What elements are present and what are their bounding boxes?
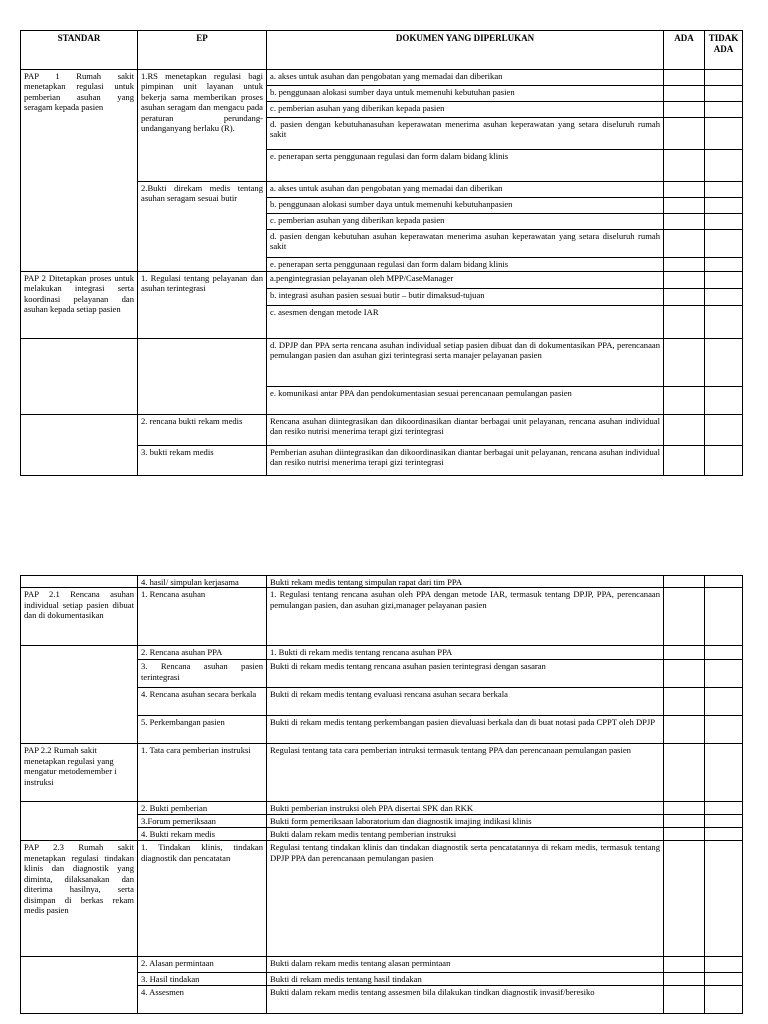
ep-cell: 2.Bukti direkam medis tentang asuhan seragam sesuai butir [138, 182, 267, 272]
ada-checkbox-cell[interactable] [664, 973, 705, 986]
tidak-ada-checkbox-cell[interactable] [705, 150, 743, 182]
document-cell: d. DPJP dan PPA serta rencana asuhan individual setiap pasien dibuat dan di dokumentasikan PPA, perencanaan pemulangan pasien dan asuhan gizi terintegrasi serta manajer pelayanan pasien [267, 339, 664, 387]
document-cell: c. asesmen dengan metode IAR [267, 306, 664, 339]
document-cell: Rencana asuhan diintegrasikan dan dikoordinasikan diantar berbagai unit pelayanan, rencana asuhan individual dan resiko nutrisi menerima terapi gizi terintegrasi [267, 415, 664, 446]
ep-cell: 2. rencana bukti rekam medis [138, 415, 267, 446]
table-row [21, 415, 743, 446]
ada-checkbox-cell[interactable] [664, 230, 705, 258]
document-cell: a. akses untuk asuhan dan pengobatan yang memadai dan diberikan [267, 70, 664, 86]
document-cell: a.pengintegrasian pelayanan oleh MPP/CaseManager [267, 272, 664, 289]
table-row [21, 588, 743, 646]
ep-cell: 4. hasil/ simpulan kerjasama [138, 576, 267, 588]
document-cell: d. pasien dengan kebutuhanasuhan keperawatan menerima asuhan keperawatan yang setara diseluruh rumah sakit [267, 118, 664, 150]
ada-checkbox-cell[interactable] [664, 744, 705, 802]
table-row [21, 576, 743, 588]
ada-checkbox-cell[interactable] [664, 576, 705, 588]
tidak-ada-checkbox-cell[interactable] [705, 802, 743, 815]
ada-checkbox-cell[interactable] [664, 118, 705, 150]
tidak-ada-checkbox-cell[interactable] [705, 339, 743, 387]
ep-cell: 3. Rencana asuhan pasien terintegrasi [138, 660, 267, 688]
tidak-ada-checkbox-cell[interactable] [705, 973, 743, 986]
document-cell: b. penggunaan alokasi sumber daya untuk memenuhi kebutuhanpasien [267, 198, 664, 214]
table-row [21, 744, 743, 802]
document-cell: Bukti di rekam medis tentang rencana asuhan pasien terintegrasi dengan sasaran [267, 660, 664, 688]
tidak-ada-checkbox-cell[interactable] [705, 660, 743, 688]
tidak-ada-checkbox-cell[interactable] [705, 744, 743, 802]
tidak-ada-checkbox-cell[interactable] [705, 841, 743, 957]
ada-checkbox-cell[interactable] [664, 70, 705, 86]
standar-cell-empty [21, 415, 138, 476]
ep-cell: 1. Rencana asuhan [138, 588, 267, 646]
standar-cell-empty [21, 576, 138, 588]
standar-cell-empty [21, 339, 138, 415]
tidak-ada-checkbox-cell[interactable] [705, 415, 743, 446]
ep-cell: 1. Tata cara pemberian instruksi [138, 744, 267, 802]
ada-checkbox-cell[interactable] [664, 716, 705, 744]
standar-cell: PAP 2.2 Rumah sakit menetapkan regulasi yang mengatur metodemember i instruksi [21, 744, 138, 802]
tidak-ada-checkbox-cell[interactable] [705, 588, 743, 646]
ada-checkbox-cell[interactable] [664, 214, 705, 230]
tidak-ada-checkbox-cell[interactable] [705, 576, 743, 588]
header-row [21, 31, 743, 70]
tidak-ada-checkbox-cell[interactable] [705, 86, 743, 102]
document-cell: Pemberian asuhan diintegrasikan dan dikoordinasikan diantar berbagai unit pelayanan, rencana asuhan individual dan resiko nutrisi menerima terapi gizi terintegrasi [267, 446, 664, 476]
document-cell: b. integrasi asuhan pasien sesuai butir – butir dimaksud-tujuan [267, 289, 664, 306]
ada-checkbox-cell[interactable] [664, 660, 705, 688]
document-cell: b. penggunaan alokasi sumber daya untuk memenuhi kebutuhan pasien [267, 86, 664, 102]
ep-cell: 5. Perkembangan pasien [138, 716, 267, 744]
standar-cell: PAP 2 Ditetapkan proses untuk melakukan integrasi serta koordinasi pelayanan dan asuhan kepada setiap pasien [21, 272, 138, 339]
table-row [21, 339, 743, 387]
ada-checkbox-cell[interactable] [664, 802, 705, 815]
header-tidak-ada: TIDAK ADA [705, 31, 743, 70]
ada-checkbox-cell[interactable] [664, 102, 705, 118]
ep-cell: 3. bukti rekam medis [138, 446, 267, 476]
ada-checkbox-cell[interactable] [664, 387, 705, 415]
standar-cell-empty [21, 646, 138, 744]
ada-checkbox-cell[interactable] [664, 306, 705, 339]
ada-checkbox-cell[interactable] [664, 258, 705, 272]
document-cell: e. komunikasi antar PPA dan pendokumentasian sesuai perencanaan pemulangan pasien [267, 387, 664, 415]
tidak-ada-checkbox-cell[interactable] [705, 102, 743, 118]
document-cell: c. pemberian asuhan yang diberikan kepada pasien [267, 102, 664, 118]
ep-cell: 1. Tindakan klinis, tindakan diagnostik dan pencatatan [138, 841, 267, 957]
tidak-ada-checkbox-cell[interactable] [705, 258, 743, 272]
table-row [21, 957, 743, 973]
ada-checkbox-cell[interactable] [664, 815, 705, 828]
document-cell: 1. Bukti di rekam medis tentang rencana asuhan PPA [267, 646, 664, 660]
tidak-ada-checkbox-cell[interactable] [705, 182, 743, 198]
document-cell: Bukti rekam medis tentang simpulan rapat dari tim PPA [267, 576, 664, 588]
tidak-ada-checkbox-cell[interactable] [705, 446, 743, 476]
tidak-ada-checkbox-cell[interactable] [705, 214, 743, 230]
document-cell: Bukti dalam rekam medis tentang alasan permintaan [267, 957, 664, 973]
tidak-ada-checkbox-cell[interactable] [705, 688, 743, 716]
tidak-ada-checkbox-cell[interactable] [705, 198, 743, 214]
ep-cell-empty [138, 339, 267, 415]
tidak-ada-checkbox-cell[interactable] [705, 306, 743, 339]
ada-checkbox-cell[interactable] [664, 415, 705, 446]
tidak-ada-checkbox-cell[interactable] [705, 118, 743, 150]
ep-cell: 1. Regulasi tentang pelayanan dan asuhan terintegrasi [138, 272, 267, 339]
document-cell: 1. Regulasi tentang rencana asuhan oleh PPA dengan metode IAR, termasuk tentang DPJP, PPA, perencanaan pemulangan pasien, dan asuhan gizi,manager pelayanan pasien [267, 588, 664, 646]
tidak-ada-checkbox-cell[interactable] [705, 289, 743, 306]
table-row [21, 841, 743, 957]
document-cell: e. penerapan serta penggunaan regulasi dan form dalam bidang klinis [267, 150, 664, 182]
table-row [21, 802, 743, 815]
standar-cell-empty [21, 957, 138, 1014]
tidak-ada-checkbox-cell[interactable] [705, 230, 743, 258]
document-cell: Regulasi tentang tata cara pemberian intruksi termasuk tentang PPA dan perencanaan pemulangan pasien [267, 744, 664, 802]
table-row [21, 272, 743, 289]
ada-checkbox-cell[interactable] [664, 339, 705, 387]
standar-cell-empty [21, 802, 138, 841]
tidak-ada-checkbox-cell[interactable] [705, 387, 743, 415]
table-row [21, 646, 743, 660]
document-cell: Bukti di rekam medis tentang perkembangan pasien dievaluasi berkala dan di buat notasi pada CPPT oleh DPJP [267, 716, 664, 744]
document-cell: Regulasi tentang tindakan klinis dan tindakan diagnostik serta pencatatannya di rekam medis, termasuk tentang DPJP PPA dan perencanaan pemulangan pasien [267, 841, 664, 957]
ada-checkbox-cell[interactable] [664, 957, 705, 973]
table-row [21, 70, 743, 86]
document-cell: Bukti form pemeriksaan laboratorium dan diagnostik imajing indikasi klinis [267, 815, 664, 828]
ep-cell: 2. Rencana asuhan PPA [138, 646, 267, 660]
ada-checkbox-cell[interactable] [664, 272, 705, 289]
document-cell: Bukti dalam rekam medis tentang assesmen bila dilakukan tindkan diagnostik invasif/beresiko [267, 986, 664, 1014]
tidak-ada-checkbox-cell[interactable] [705, 986, 743, 1014]
tidak-ada-checkbox-cell[interactable] [705, 957, 743, 973]
ada-checkbox-cell[interactable] [664, 588, 705, 646]
header-standar: STANDAR [21, 31, 138, 70]
tidak-ada-checkbox-cell[interactable] [705, 828, 743, 841]
tidak-ada-checkbox-cell[interactable] [705, 272, 743, 289]
ada-checkbox-cell[interactable] [664, 841, 705, 957]
ada-checkbox-cell[interactable] [664, 150, 705, 182]
tidak-ada-checkbox-cell[interactable] [705, 646, 743, 660]
tidak-ada-checkbox-cell[interactable] [705, 70, 743, 86]
header-ep: EP [138, 31, 267, 70]
tidak-ada-checkbox-cell[interactable] [705, 815, 743, 828]
ep-cell: 1.RS menetapkan regulasi bagi pimpinan unit layanan untuk bekerja sama memberikan proses asuhan seragam dan mengacu pada peraturan perundang- undanganyang berlaku (R). [138, 70, 267, 182]
ada-checkbox-cell[interactable] [664, 646, 705, 660]
ada-checkbox-cell[interactable] [664, 86, 705, 102]
ep-cell: 3.Forum pemeriksaan [138, 815, 267, 828]
ada-checkbox-cell[interactable] [664, 182, 705, 198]
ep-cell: 4. Rencana asuhan secara berkala [138, 688, 267, 716]
ep-cell: 4. Assesmen [138, 986, 267, 1014]
ada-checkbox-cell[interactable] [664, 688, 705, 716]
ep-cell: 4. Bukti rekam medis [138, 828, 267, 841]
document-cell: Bukti dalam rekam medis tentang pemberian instruksi [267, 828, 664, 841]
header-dokumen: DOKUMEN YANG DIPERLUKAN [267, 31, 664, 70]
standar-cell: PAP 2.3 Rumah sakit menetapkan regulasi tindakan klinis dan diagnostik yang diminta, dilaksanakan dan diterima hasilnya, serta disimpan di berkas rekam medis pasien [21, 841, 138, 957]
ada-checkbox-cell[interactable] [664, 289, 705, 306]
document-cell: a. akses untuk asuhan dan pengobatan yang memadai dan diberikan [267, 182, 664, 198]
ada-checkbox-cell[interactable] [664, 986, 705, 1014]
document-cell: e. penerapan serta penggunaan regulasi dan form dalam bidang klinis [267, 258, 664, 272]
checklist-table-1 [20, 30, 743, 476]
header-ada: ADA [664, 31, 705, 70]
document-cell: c. pemberian asuhan yang diberikan kepada pasien [267, 214, 664, 230]
standar-cell: PAP 2.1 Rencana asuhan individual setiap pasien dibuat dan di dokumentasikan [21, 588, 138, 646]
document-cell: Bukti pemberian instruksi oleh PPA disertai SPK dan RKK [267, 802, 664, 815]
document-cell: Bukti di rekam medis tentang evaluasi rencana asuhan secara berkala [267, 688, 664, 716]
standar-cell: PAP 1 Rumah sakit menetapkan regulasi untuk pemberian asuhan yang seragam kepada pasien [21, 70, 138, 272]
ada-checkbox-cell[interactable] [664, 828, 705, 841]
checklist-table-2 [20, 575, 743, 1014]
document-cell: d. pasien dengan kebutuhan asuhan keperawatan menerima asuhan keperawatan yang setara diseluruh rumah sakit [267, 230, 664, 258]
ada-checkbox-cell[interactable] [664, 198, 705, 214]
tidak-ada-checkbox-cell[interactable] [705, 716, 743, 744]
ep-cell: 2. Bukti pemberian [138, 802, 267, 815]
ep-cell: 2. Alasan permintaan [138, 957, 267, 973]
ada-checkbox-cell[interactable] [664, 446, 705, 476]
document-cell: Bukti di rekam medis tentang hasil tindakan [267, 973, 664, 986]
ep-cell: 3. Hasil tindakan [138, 973, 267, 986]
